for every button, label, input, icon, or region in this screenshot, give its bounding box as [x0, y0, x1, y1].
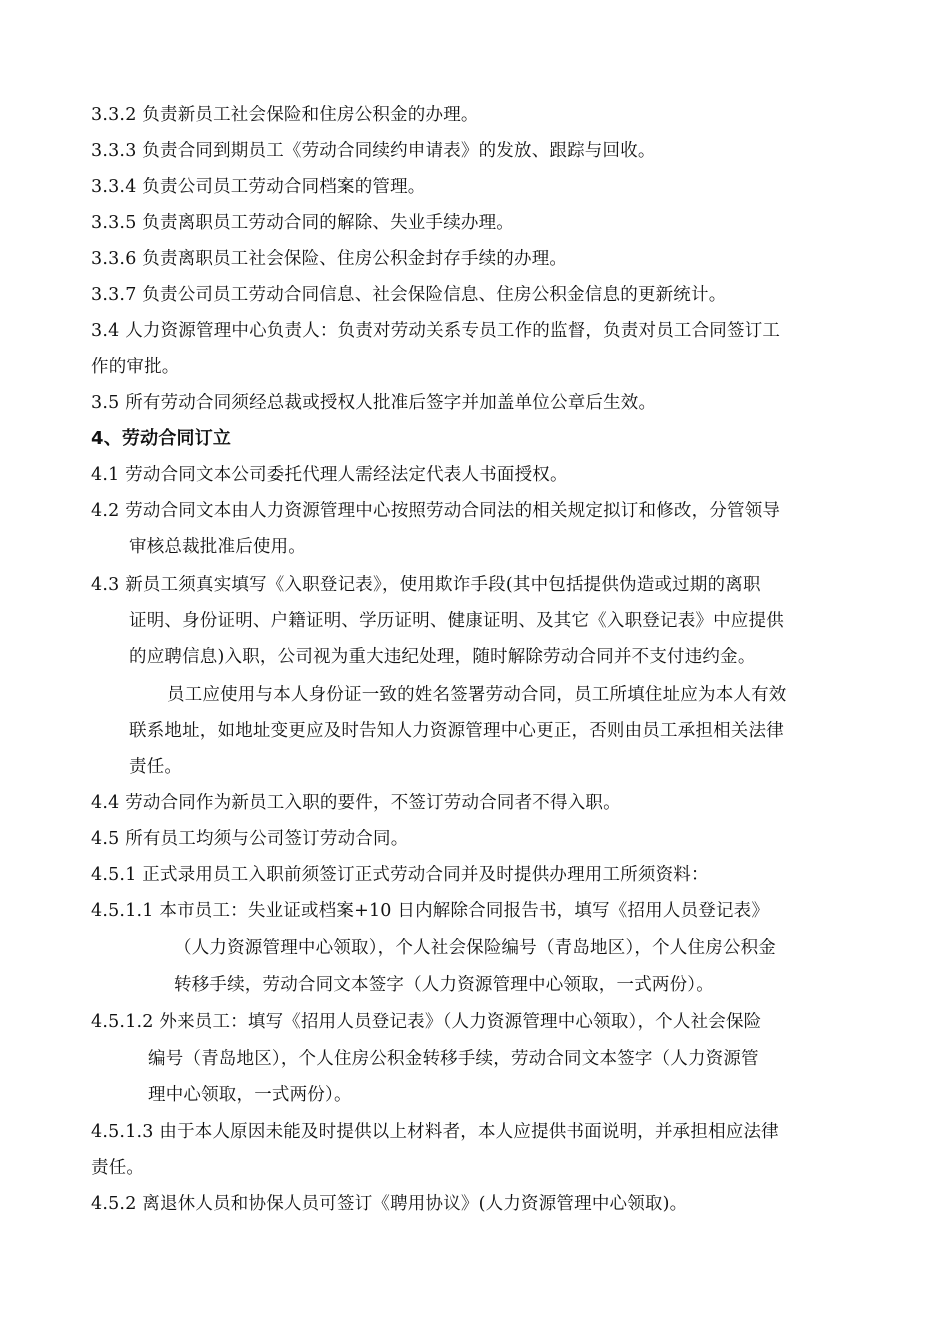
clause-4-5: 4.5 所有员工均须与公司签订劳动合同。: [91, 829, 409, 849]
clause-4-5-1-2: 4.5.1.2 外来员工：填写《招用人员登记表》（人力资源管理中心领取），个人社会保险: [91, 1012, 762, 1032]
section-heading-4: 4、劳动合同订立: [91, 428, 232, 449]
clause-4-3-continued-2: 的应聘信息)入职，公司视为重大违纪处理，随时解除劳动合同并不支付违约金。: [129, 647, 756, 667]
clause-4-3-continued-1: 证明、身份证明、户籍证明、学历证明、健康证明、及其它《入职登记表》中应提供: [129, 611, 784, 631]
clause-4-5-1-1-continued-2: 转移手续，劳动合同文本签字（人力资源管理中心领取，一式两份）。: [174, 975, 714, 995]
clause-4-3: 4.3 新员工须真实填写《入职登记表》，使用欺诈手段(其中包括提供伪造或过期的离职: [91, 575, 761, 595]
clause-3-3-4: 3.3.4 负责公司员工劳动合同档案的管理。: [91, 177, 426, 197]
clause-4-3-paragraph-continued-2: 责任。: [129, 757, 183, 777]
clause-4-1: 4.1 劳动合同文本公司委托代理人需经法定代表人书面授权。: [91, 465, 568, 485]
clause-4-5-1-3: 4.5.1.3 由于本人原因未能及时提供以上材料者，本人应提供书面说明，并承担相应法律: [91, 1122, 779, 1142]
clause-4-5-1-2-continued-2: 理中心领取，一式两份）。: [148, 1085, 352, 1105]
clause-3-4-continued: 作的审批。: [91, 357, 180, 377]
clause-4-2: 4.2 劳动合同文本由人力资源管理中心按照劳动合同法的相关规定拟订和修改，分管领导: [91, 501, 781, 521]
clause-4-5-1-1-continued-1: （人力资源管理中心领取），个人社会保险编号（青岛地区），个人住房公积金: [174, 938, 776, 958]
clause-4-2-continued: 审核总裁批准后使用。: [129, 537, 306, 557]
clause-4-3-paragraph: 员工应使用与本人身份证一致的姓名签署劳动合同，员工所填住址应为本人有效: [167, 685, 787, 705]
clause-3-5: 3.5 所有劳动合同须经总裁或授权人批准后签字并加盖单位公章后生效。: [91, 393, 657, 413]
clause-3-3-3: 3.3.3 负责合同到期员工《劳动合同续约申请表》的发放、跟踪与回收。: [91, 141, 656, 161]
clause-4-5-2: 4.5.2 离退休人员和协保人员可签订《聘用协议》(人力资源管理中心领取)。: [91, 1194, 688, 1214]
clause-3-4: 3.4 人力资源管理中心负责人：负责对劳动关系专员工作的监督，负责对员工合同签订工: [91, 321, 781, 341]
clause-3-3-2: 3.3.2 负责新员工社会保险和住房公积金的办理。: [91, 105, 479, 125]
clause-3-3-7: 3.3.7 负责公司员工劳动合同信息、社会保险信息、住房公积金信息的更新统计。: [91, 285, 727, 305]
clause-4-5-1-2-continued-1: 编号（青岛地区），个人住房公积金转移手续，劳动合同文本签字（人力资源管: [148, 1049, 759, 1069]
clause-4-3-paragraph-continued-1: 联系地址，如地址变更应及时告知人力资源管理中心更正，否则由员工承担相关法律: [129, 721, 784, 741]
clause-3-3-5: 3.3.5 负责离职员工劳动合同的解除、失业手续办理。: [91, 213, 514, 233]
clause-4-5-1-3-continued: 责任。: [91, 1158, 145, 1178]
clause-4-4: 4.4 劳动合同作为新员工入职的要件，不签订劳动合同者不得入职。: [91, 793, 621, 813]
clause-3-3-6: 3.3.6 负责离职员工社会保险、住房公积金封存手续的办理。: [91, 249, 568, 269]
clause-4-5-1: 4.5.1 正式录用员工入职前须签订正式劳动合同并及时提供办理用工所须资料：: [91, 865, 709, 885]
clause-4-5-1-1: 4.5.1.1 本市员工：失业证或档案+10 日内解除合同报告书，填写《招用人员登记表》: [91, 901, 770, 921]
